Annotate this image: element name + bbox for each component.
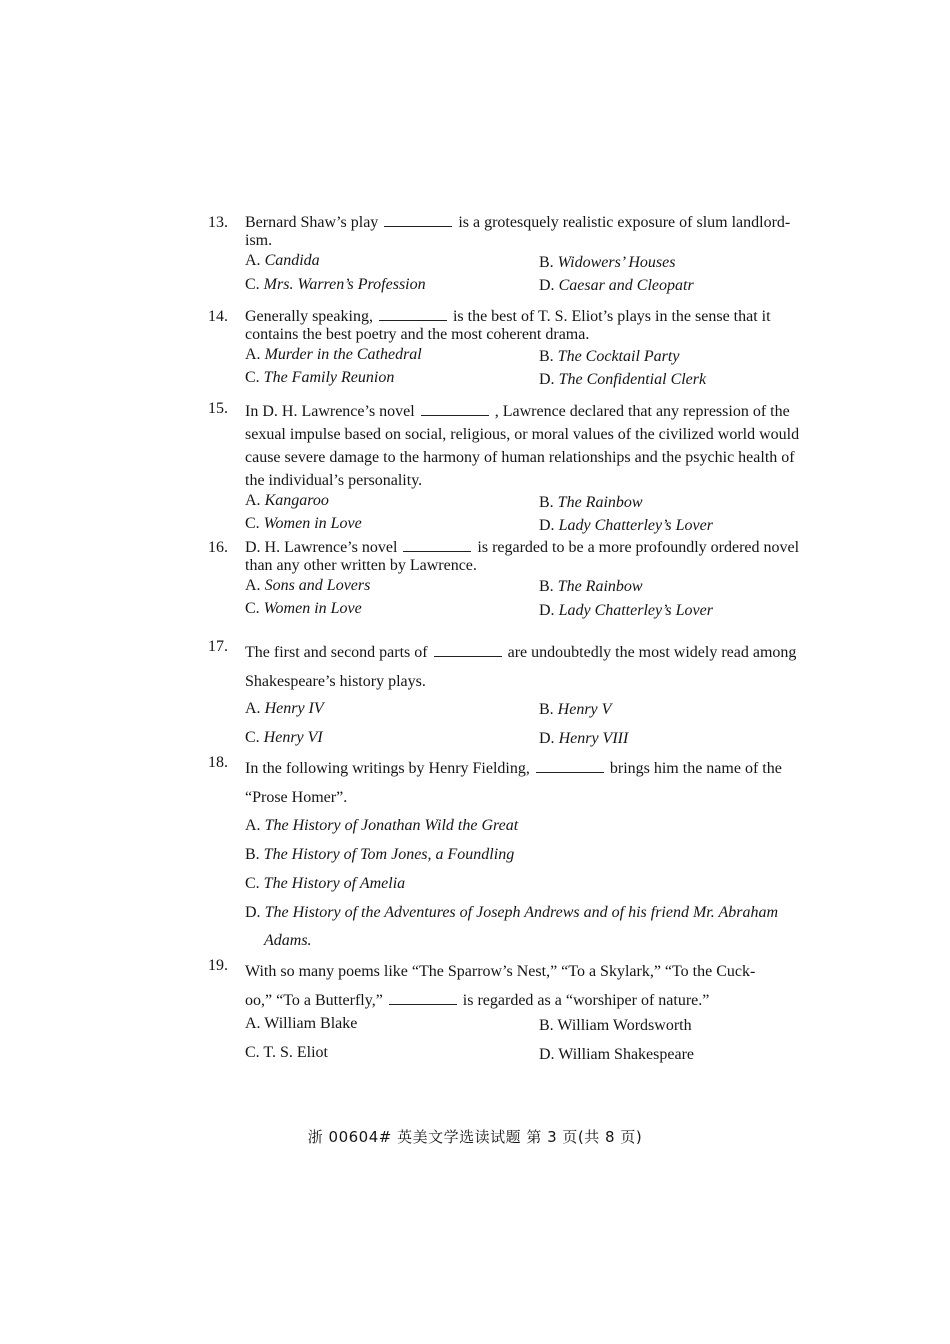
option-a: A. Candida bbox=[245, 252, 320, 269]
answer-blank bbox=[384, 214, 452, 227]
question-14 bbox=[208, 308, 858, 388]
question-19 bbox=[208, 957, 858, 1063]
option-c: C. Mrs. Warren’s Profession bbox=[245, 276, 426, 293]
option-a: A. Henry IV bbox=[245, 700, 324, 717]
option-b: B. The Rainbow bbox=[539, 578, 643, 595]
question-number: 14. bbox=[208, 308, 228, 325]
question-13 bbox=[208, 214, 858, 294]
question-number: 13. bbox=[208, 214, 228, 231]
question-stem: Bernard Shaw’s play is a grotesquely realistic exposure of slum landlord- ism. bbox=[245, 214, 791, 249]
question-16 bbox=[208, 539, 858, 619]
option-c: C. Women in Love bbox=[245, 600, 362, 617]
option-b: B. Widowers’ Houses bbox=[539, 254, 676, 271]
question-number: 17. bbox=[208, 638, 228, 655]
question-number: 16. bbox=[208, 539, 228, 556]
answer-blank bbox=[536, 760, 604, 773]
option-a: A. The History of Jonathan Wild the Great bbox=[245, 817, 519, 834]
option-d: D. The Confidential Clerk bbox=[539, 371, 707, 388]
answer-blank bbox=[434, 644, 502, 657]
option-c: C. The History of Amelia bbox=[245, 875, 406, 892]
option-c: C. Henry VI bbox=[245, 729, 323, 746]
option-b: B. The Rainbow bbox=[539, 494, 643, 511]
option-a: A. Sons and Lovers bbox=[245, 577, 371, 594]
option-a: A. William Blake bbox=[245, 1015, 358, 1032]
option-c: C. The Family Reunion bbox=[245, 369, 395, 386]
option-c: C. Women in Love bbox=[245, 515, 362, 532]
answer-blank bbox=[379, 308, 447, 321]
question-number: 18. bbox=[208, 754, 228, 771]
option-d: D. The History of the Adventures of Joseph Andrews and of his friend Mr. Abraham bbox=[245, 904, 779, 921]
question-number: 15. bbox=[208, 400, 228, 417]
answer-blank bbox=[403, 539, 471, 552]
page-footer: 浙 00604# 英美文学选读试题 第 3 页(共 8 页) bbox=[307, 1128, 643, 1146]
question-stem: D. H. Lawrence’s novel is regarded to be a more profoundly ordered novel than any other written by Lawrence. bbox=[245, 539, 800, 574]
question-number: 19. bbox=[208, 957, 228, 974]
question-stem: With so many poems like “The Sparrow’s Nest,” “To a Skylark,” “To the Cuck- oo,” “To a Butterfly,” is regarded as a “worshiper of nature.” bbox=[245, 963, 756, 1009]
option-d: D. Lady Chatterley’s Lover bbox=[539, 517, 713, 534]
question-stem: In D. H. Lawrence’s novel , Lawrence declared that any repression of the sexual impulse based on social, religious, or moral values of the civilized world would cause severe damage to the harmony of human relationships and the psychic health of the individual’s personality. bbox=[245, 403, 800, 489]
answer-blank bbox=[389, 992, 457, 1005]
question-stem: Generally speaking, is the best of T. S. Eliot’s plays in the sense that it contains the best poetry and the most coherent drama. bbox=[245, 308, 771, 343]
option-d: D. Lady Chatterley’s Lover bbox=[539, 602, 713, 619]
option-a: A. Kangaroo bbox=[245, 492, 329, 509]
option-d-continued: Adams. bbox=[264, 932, 312, 949]
option-d: D. Henry VIII bbox=[539, 730, 629, 747]
question-18 bbox=[208, 754, 858, 949]
option-b: B. William Wordsworth bbox=[539, 1017, 692, 1034]
question-17 bbox=[208, 638, 858, 747]
option-a: A. Murder in the Cathedral bbox=[245, 346, 422, 363]
option-b: B. The History of Tom Jones, a Foundling bbox=[245, 846, 515, 863]
option-b: B. The Cocktail Party bbox=[539, 348, 680, 365]
option-b: B. Henry V bbox=[539, 701, 612, 718]
question-15 bbox=[208, 400, 858, 534]
option-c: C. T. S. Eliot bbox=[245, 1044, 328, 1061]
option-d: D. William Shakespeare bbox=[539, 1046, 695, 1063]
answer-blank bbox=[421, 403, 489, 416]
question-stem: In the following writings by Henry Fielding, brings him the name of the “Prose Homer”. bbox=[245, 760, 782, 806]
question-stem: The first and second parts of are undoubtedly the most widely read among Shakespeare’s history plays. bbox=[245, 644, 797, 690]
option-d: D. Caesar and Cleopatr bbox=[539, 277, 694, 294]
